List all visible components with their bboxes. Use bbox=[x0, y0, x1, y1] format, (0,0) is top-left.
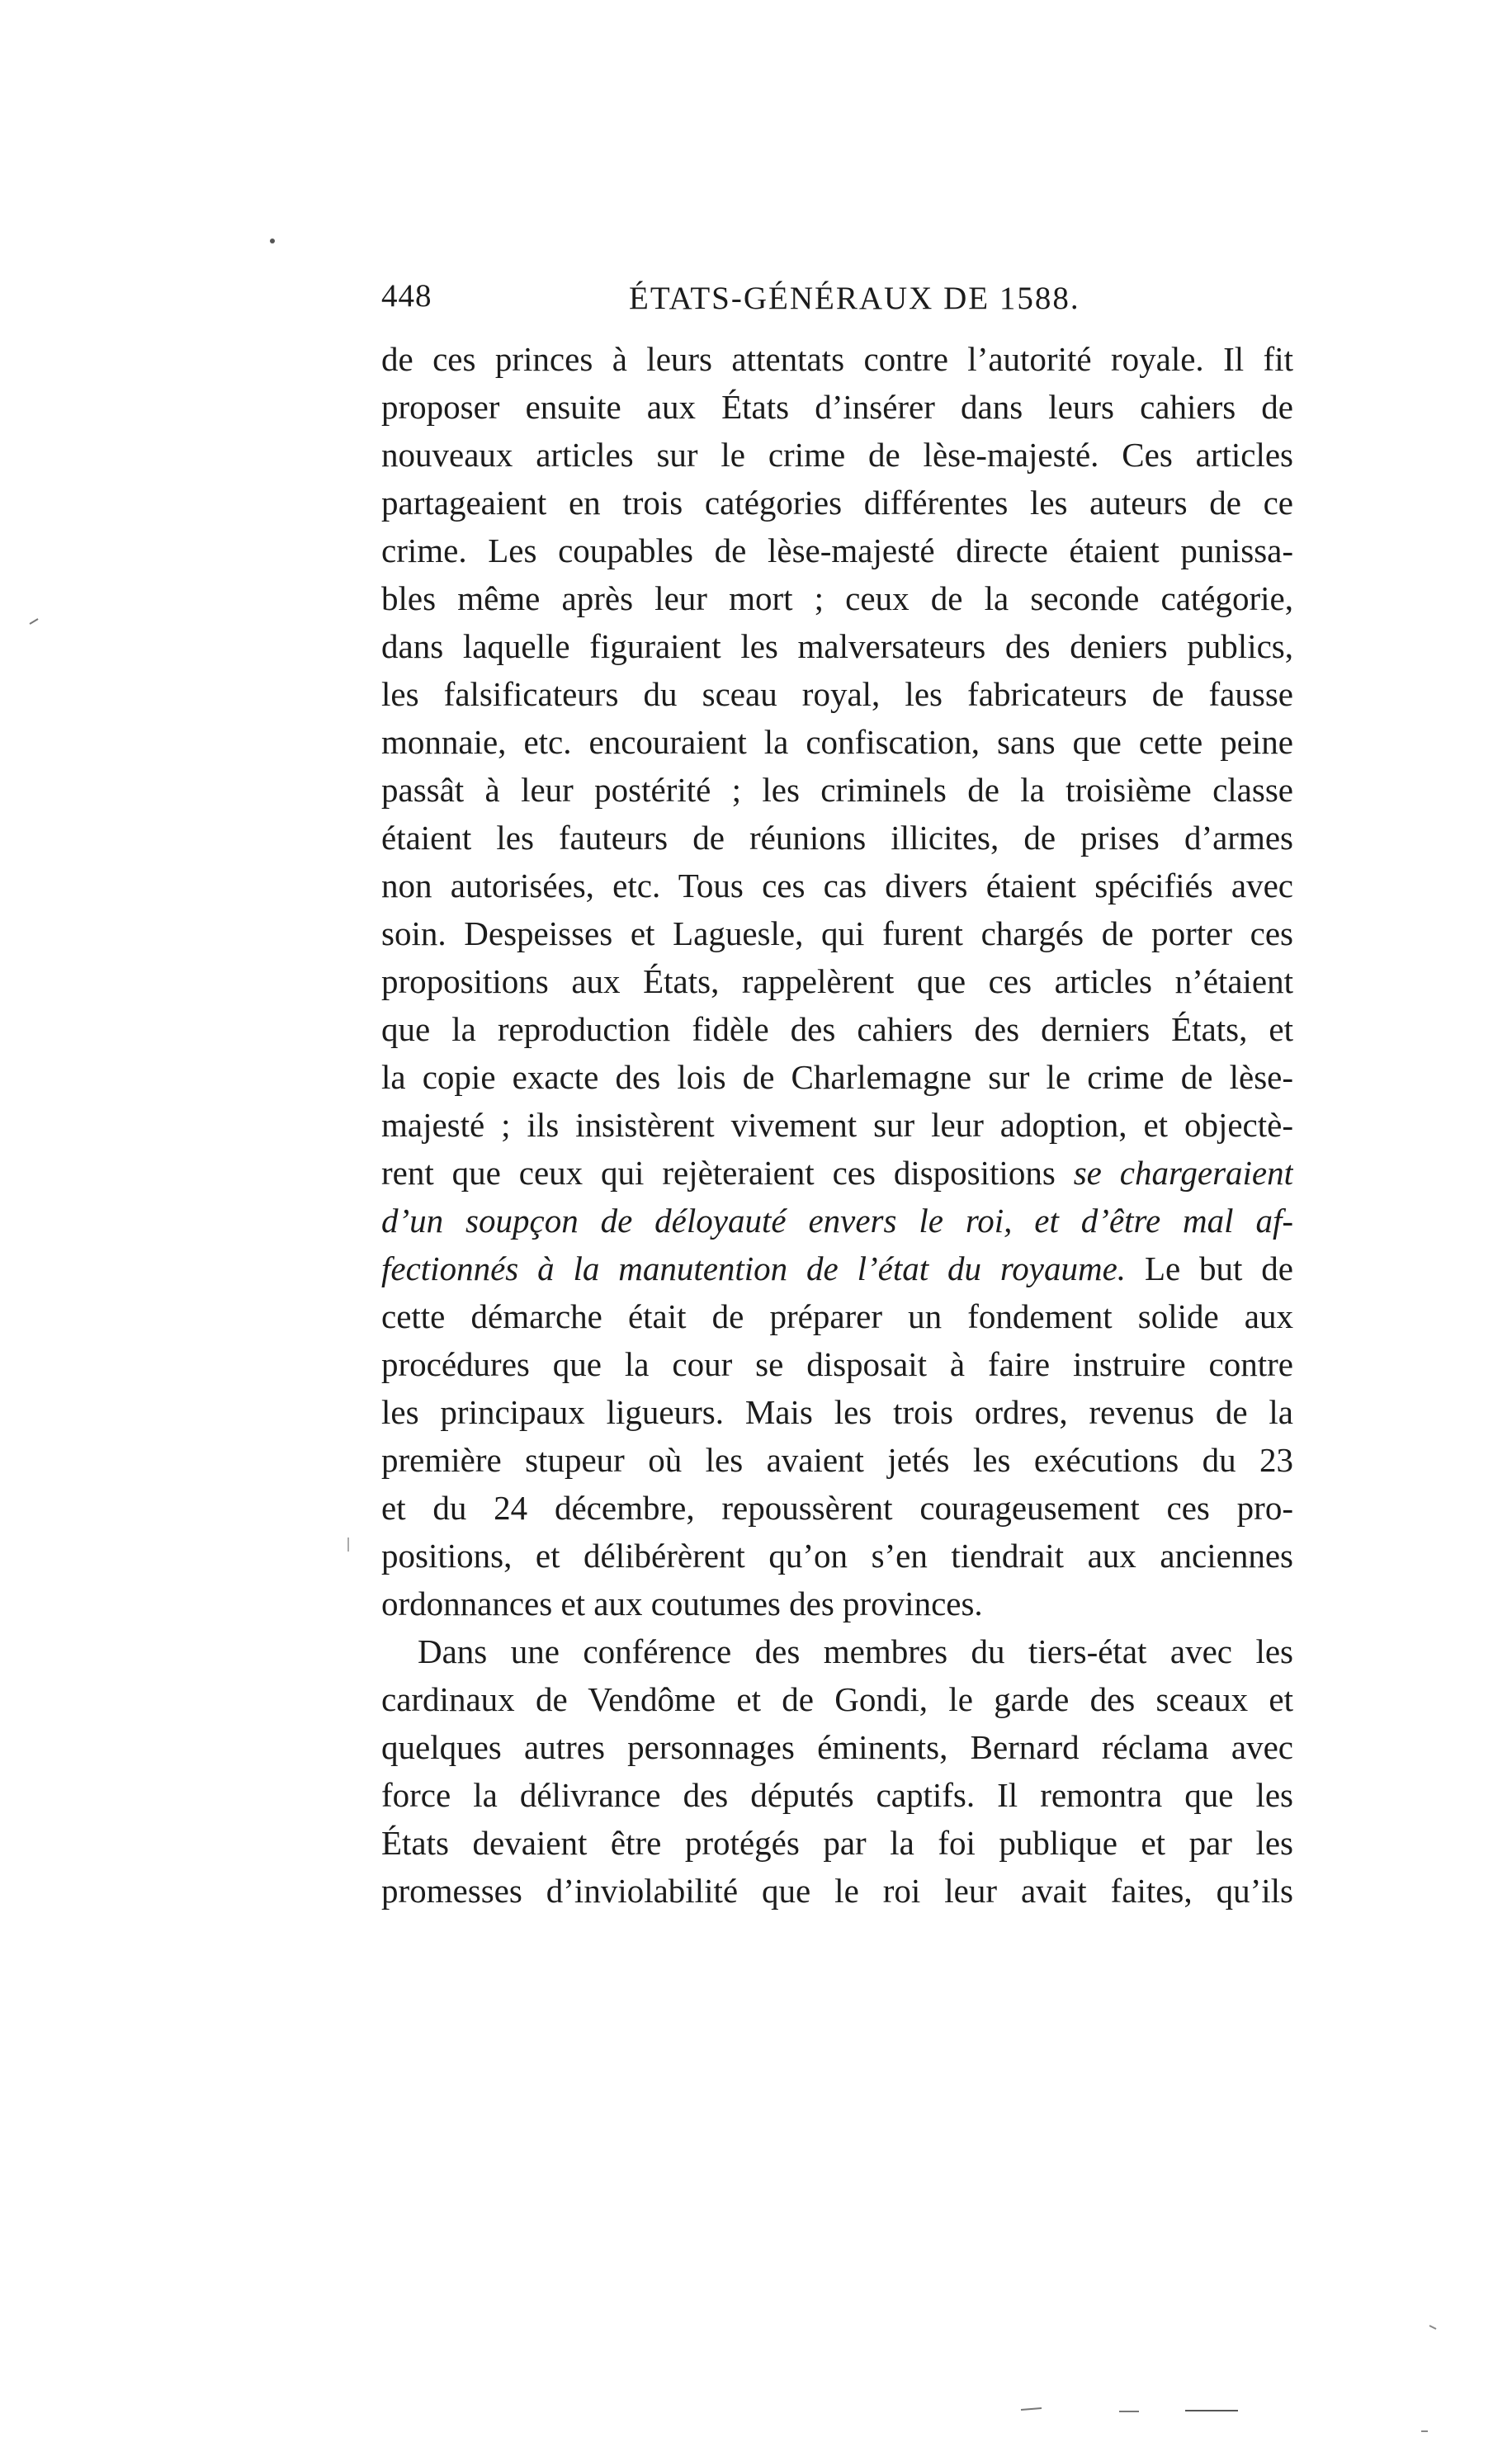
scan-speck bbox=[1429, 2326, 1436, 2329]
text-line: dans laquelle figuraient les malversateurs des deniers publics, bbox=[381, 627, 1293, 665]
text-line: cardinaux de Vendôme et de Gondi, le garde des sceaux et bbox=[381, 1680, 1293, 1718]
italic-line bbox=[381, 1197, 1293, 1245]
text-line: soin. Despeisses et Laguesle, qui furent chargés de porter ces bbox=[381, 914, 1293, 952]
paragraph-start-line: Dans une conférence des membres du tiers-état avec les bbox=[418, 1632, 1293, 1670]
text-line: procédures que la cour se disposait à faire instruire contre bbox=[381, 1345, 1293, 1383]
text-line: bles même après leur mort ; ceux de la seconde catégorie, bbox=[381, 579, 1293, 617]
text-line: et du 24 décembre, repoussèrent courageusement ces pro- bbox=[381, 1489, 1293, 1527]
paragraph-end-line: ordonnances et aux coutumes des provinces. bbox=[381, 1585, 983, 1622]
text-line: nouveaux articles sur le crime de lèse-majesté. Ces articles bbox=[381, 436, 1293, 474]
page-header bbox=[381, 277, 1293, 319]
text-line: monnaie, etc. encouraient la confiscation, sans que cette peine bbox=[381, 723, 1293, 761]
text-segment: rent que ceux qui rejèteraient ces dispositions bbox=[381, 1154, 1056, 1192]
text-line: non autorisées, etc. Tous ces cas divers étaient spécifiés avec bbox=[381, 867, 1293, 905]
scan-speck bbox=[1021, 2408, 1042, 2410]
text-line: les falsificateurs du sceau royal, les fabricateurs de fausse bbox=[381, 675, 1293, 713]
page-number: 448 bbox=[381, 278, 432, 314]
running-title: ÉTATS-GÉNÉRAUX DE 1588. bbox=[629, 281, 1080, 316]
text-line: première stupeur où les avaient jetés les exécutions du 23 bbox=[381, 1441, 1293, 1479]
text-segment: Le but de bbox=[1144, 1249, 1293, 1287]
text-line: de ces princes à leurs attentats contre l’autorité royale. Il fit bbox=[381, 340, 1293, 378]
text-line: promesses d’inviolabilité que le roi leur avait faites, qu’ils bbox=[381, 1872, 1293, 1910]
text-line: que la reproduction fidèle des cahiers des derniers États, et bbox=[381, 1010, 1293, 1048]
text-line: quelques autres personnages éminents, Bernard réclama avec bbox=[381, 1728, 1293, 1766]
text-line: majesté ; ils insistèrent vivement sur leur adoption, et objectè- bbox=[381, 1106, 1293, 1144]
scan-speck bbox=[30, 619, 38, 624]
scan-speck bbox=[270, 239, 275, 243]
text-line: les principaux ligueurs. Mais les trois ordres, revenus de la bbox=[381, 1393, 1293, 1431]
italic-quote: se chargeraient bbox=[1073, 1154, 1293, 1192]
text-line: passât à leur postérité ; les criminels de la troisième classe bbox=[381, 771, 1293, 809]
text-line: positions, et délibérèrent qu’on s’en tiendrait aux anciennes bbox=[381, 1537, 1293, 1575]
italic-quote: d’un soupçon de déloyauté envers le roi, et d’être mal af- bbox=[381, 1202, 1293, 1240]
text-line: crime. Les coupables de lèse-majesté directe étaient punissa- bbox=[381, 531, 1293, 569]
italic-quote: fectionnés à la manutention de l’état du royaume. bbox=[381, 1249, 1127, 1287]
text-line: États devaient être protégés par la foi publique et par les bbox=[381, 1824, 1293, 1862]
text-line: partageaient en trois catégories différentes les auteurs de ce bbox=[381, 484, 1293, 522]
text-line: étaient les fauteurs de réunions illicites, de prises d’armes bbox=[381, 819, 1293, 857]
text-line-with-italic bbox=[381, 1245, 1293, 1292]
body-text bbox=[381, 335, 1293, 1915]
text-line: la copie exacte des lois de Charlemagne sur le crime de lèse- bbox=[381, 1058, 1293, 1096]
text-line: force la délivrance des députés captifs. Il remontra que les bbox=[381, 1776, 1293, 1814]
text-line: propositions aux États, rappelèrent que ces articles n’étaient bbox=[381, 962, 1293, 1000]
text-line: cette démarche était de préparer un fondement solide aux bbox=[381, 1297, 1293, 1335]
text-line: proposer ensuite aux États d’insérer dans leurs cahiers de bbox=[381, 388, 1293, 426]
text-line-with-italic bbox=[381, 1149, 1293, 1197]
